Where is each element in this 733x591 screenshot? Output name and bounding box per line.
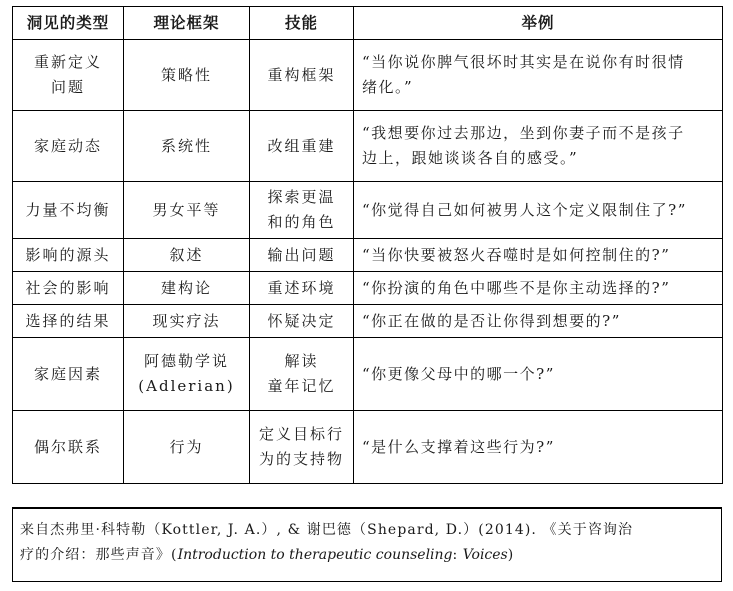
cell-line: “你扮演的角色中哪些不是你主动选择的?” bbox=[362, 278, 671, 297]
cell-line: 问题 bbox=[50, 78, 85, 96]
citation-close: ) bbox=[507, 547, 514, 563]
cell-line: 边上，跟她谈谈各自的感受。” bbox=[362, 149, 579, 167]
cell-example bbox=[354, 111, 723, 182]
cell-example bbox=[354, 272, 723, 305]
cell-line: “是什么支撑着这些行为?” bbox=[362, 437, 555, 456]
cell-line: 影响的源头 bbox=[25, 245, 111, 264]
citation-separator: : bbox=[452, 547, 463, 563]
cell-framework bbox=[124, 305, 250, 338]
header-skill: 技能 bbox=[250, 7, 354, 40]
table-row bbox=[13, 111, 723, 182]
cell-line: 建构论 bbox=[160, 278, 212, 297]
cell-line: 行为 bbox=[169, 437, 204, 456]
cell-line: 和的角色 bbox=[267, 213, 336, 231]
cell-line: 社会的影响 bbox=[25, 278, 111, 297]
cell-example bbox=[354, 411, 723, 484]
table-row bbox=[13, 305, 723, 338]
header-example: 举例 bbox=[354, 7, 723, 40]
cell-line: 策略性 bbox=[160, 65, 212, 84]
cell-insight-type bbox=[13, 182, 124, 239]
table-header-row bbox=[13, 7, 723, 40]
cell-line: 重新定义 bbox=[33, 53, 102, 71]
cell-line: 系统性 bbox=[160, 136, 212, 155]
cell-insight-type bbox=[13, 338, 124, 411]
cell-line: “当你快要被怒火吞噬时是如何控制住的?” bbox=[362, 245, 671, 264]
cell-skill bbox=[250, 338, 354, 411]
cell-line: 为的支持物 bbox=[258, 450, 344, 468]
cell-line: “你觉得自己如何被男人这个定义限制住了?” bbox=[362, 200, 687, 219]
cell-skill bbox=[250, 272, 354, 305]
citation-line-1: 来自杰弗里·科特勒（Kottler, J. A.）, & 谢巴德（Shepard, D.）(2014). 《关于咨询治 bbox=[20, 522, 634, 538]
cell-framework bbox=[124, 272, 250, 305]
insight-types-table bbox=[12, 6, 723, 484]
cell-framework bbox=[124, 111, 250, 182]
table-row bbox=[13, 272, 723, 305]
cell-skill bbox=[250, 239, 354, 272]
table-row bbox=[13, 338, 723, 411]
header-framework: 理论框架 bbox=[124, 7, 250, 40]
cell-line: “当你说你脾气很坏时其实是在说你有时很情 bbox=[362, 53, 685, 71]
cell-line: 绪化。” bbox=[362, 78, 414, 96]
cell-framework bbox=[124, 411, 250, 484]
cell-example bbox=[354, 305, 723, 338]
cell-line: “你正在做的是否让你得到想要的?” bbox=[362, 311, 621, 330]
citation-book-subtitle: Voices bbox=[462, 547, 508, 563]
cell-line: 改组重建 bbox=[267, 136, 336, 155]
cell-insight-type bbox=[13, 305, 124, 338]
cell-line: 探索更温 bbox=[267, 188, 336, 206]
citation-line-2: 疗的介绍：那些声音》( bbox=[20, 547, 178, 563]
cell-skill bbox=[250, 40, 354, 111]
cell-example bbox=[354, 338, 723, 411]
cell-line: (Adlerian) bbox=[138, 377, 235, 395]
cell-example bbox=[354, 40, 723, 111]
table-row bbox=[13, 239, 723, 272]
cell-insight-type bbox=[13, 239, 124, 272]
cell-line: 怀疑决定 bbox=[267, 311, 336, 330]
cell-line: 叙述 bbox=[169, 245, 204, 264]
cell-insight-type bbox=[13, 111, 124, 182]
cell-line: 男女平等 bbox=[152, 200, 221, 219]
cell-line: 选择的结果 bbox=[25, 311, 111, 330]
cell-line: “我想要你过去那边，坐到你妻子而不是孩子 bbox=[362, 124, 685, 142]
header-insight-type: 洞见的类型 bbox=[13, 7, 124, 40]
cell-skill bbox=[250, 305, 354, 338]
cell-line: 重构框架 bbox=[267, 65, 336, 84]
cell-insight-type bbox=[13, 272, 124, 305]
cell-skill bbox=[250, 411, 354, 484]
cell-framework bbox=[124, 239, 250, 272]
table-row bbox=[13, 411, 723, 484]
cell-line: 现实疗法 bbox=[152, 311, 221, 330]
table-row bbox=[13, 182, 723, 239]
cell-example bbox=[354, 239, 723, 272]
cell-example bbox=[354, 182, 723, 239]
cell-insight-type bbox=[13, 40, 124, 111]
cell-line: 家庭因素 bbox=[33, 364, 102, 383]
cell-framework bbox=[124, 40, 250, 111]
source-citation bbox=[12, 507, 722, 582]
cell-line: 定义目标行 bbox=[258, 425, 344, 443]
cell-framework bbox=[124, 338, 250, 411]
cell-skill bbox=[250, 111, 354, 182]
cell-line: 童年记忆 bbox=[267, 377, 336, 395]
cell-line: 力量不均衡 bbox=[25, 200, 111, 219]
cell-line: 输出问题 bbox=[267, 245, 336, 264]
cell-line: 重述环境 bbox=[267, 278, 336, 297]
cell-line: 阿德勒学说 bbox=[143, 352, 229, 370]
cell-line: 偶尔联系 bbox=[33, 437, 102, 456]
cell-insight-type bbox=[13, 411, 124, 484]
cell-framework bbox=[124, 182, 250, 239]
cell-line: 解读 bbox=[284, 352, 319, 370]
citation-book-title: Introduction to therapeutic counseling bbox=[177, 547, 453, 563]
cell-skill bbox=[250, 182, 354, 239]
cell-line: “你更像父母中的哪一个?” bbox=[362, 364, 555, 383]
cell-line: 家庭动态 bbox=[33, 136, 102, 155]
table-row bbox=[13, 40, 723, 111]
